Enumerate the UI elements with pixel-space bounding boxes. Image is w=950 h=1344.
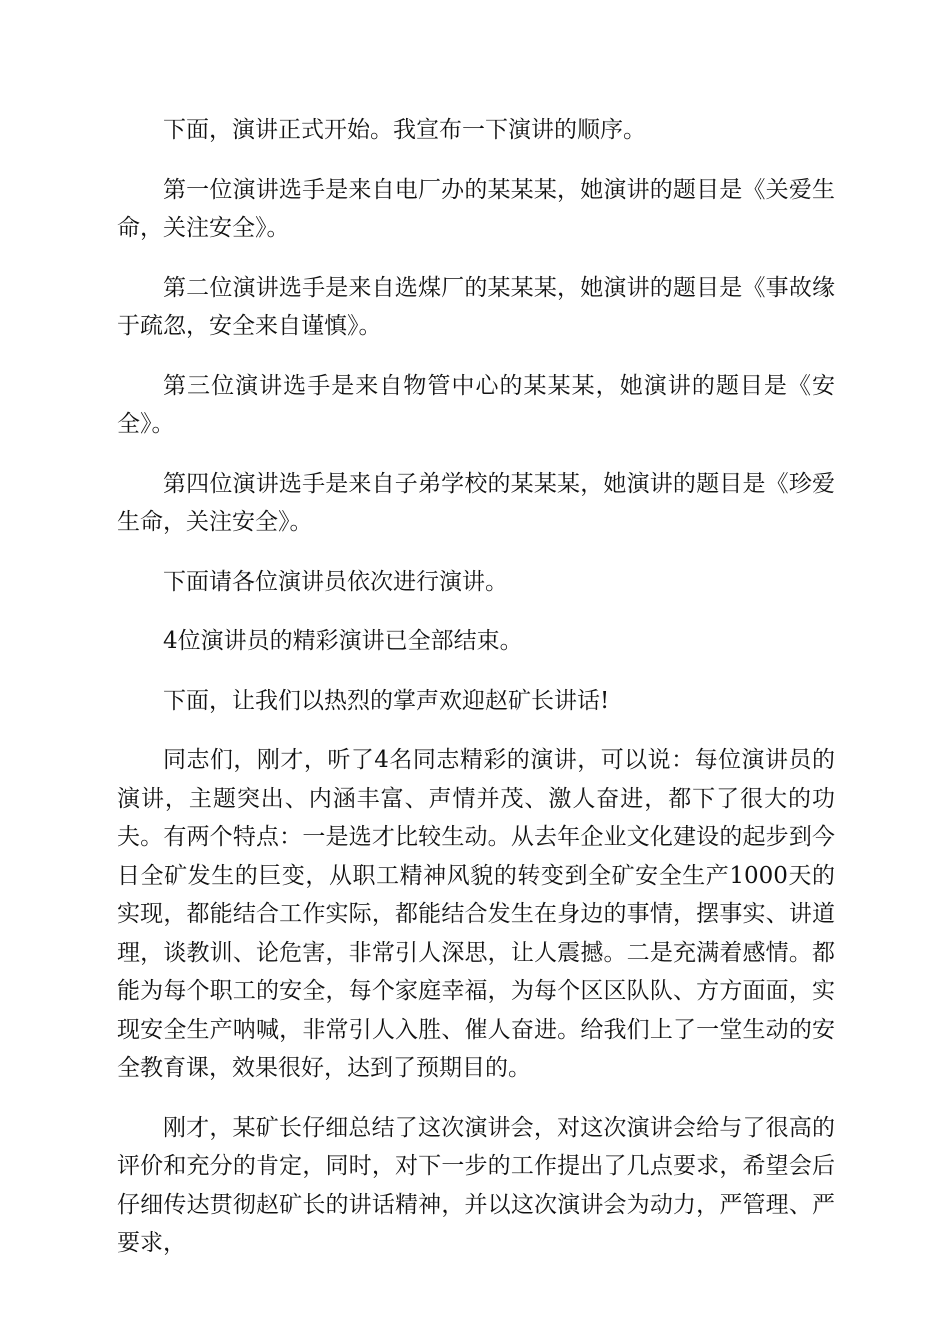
- paragraph-speaker-4: 第四位演讲选手是来自子弟学校的某某某，她演讲的题目是《珍爱生命，关注安全》。: [117, 470, 835, 535]
- paragraph-speaker-1: 第一位演讲选手是来自电厂办的某某某，她演讲的题目是《关爱生命，关注安全》。: [117, 176, 835, 241]
- paragraph-speaker-2: 第二位演讲选手是来自选煤厂的某某某，她演讲的题目是《事故缘于疏忽，安全来自谨慎》。: [117, 274, 835, 339]
- paragraph-speaker-3: 第三位演讲选手是来自物管中心的某某某，她演讲的题目是《安全》。: [117, 372, 835, 437]
- paragraph-closing: 刚才，某矿长仔细总结了这次演讲会，对这次演讲会给与了很高的评价和充分的肯定，同时，对下一步的工作提出了几点要求，希望会后仔细传达贯彻赵矿长的讲话精神，并以这次演讲会为动力，严管理、严要求，: [117, 1114, 835, 1256]
- document-body: [117, 111, 835, 1284]
- paragraph-welcome-director: 下面，让我们以热烈的掌声欢迎赵矿长讲话!: [163, 687, 610, 714]
- paragraph-speeches-ended: 4位演讲员的精彩演讲已全部结束。: [163, 628, 523, 654]
- paragraph-director-speech: 同志们，刚才，听了4名同志精彩的演讲，可以说：每位演讲员的演讲，主题突出、内涵丰富、声情并茂、激人奋进，都下了很大的功夫。有两个特点：一是选才比较生动。从去年企业文化建设的起步到今日全矿发生的巨变，从职工精神风貌的转变到全矿安全生产1000天的实现，都能结合工作实际，都能结合发生在身边的事情，摆事实、讲道理，谈教训、论危害，非常引人深思，让人震撼。二是充满着感情。都能为每个职工的安全，每个家庭幸福，为每个区区队队、方方面面，实现安全生产呐喊，非常引人入胜、催人奋进。给我们上了一堂生动的安全教育课，效果很好，达到了预期目的。: [117, 747, 835, 1081]
- paragraph-opening: 下面，演讲正式开始。我宣布一下演讲的顺序。: [163, 117, 646, 143]
- paragraph-begin-speeches: 下面请各位演讲员依次进行演讲。: [163, 568, 508, 595]
